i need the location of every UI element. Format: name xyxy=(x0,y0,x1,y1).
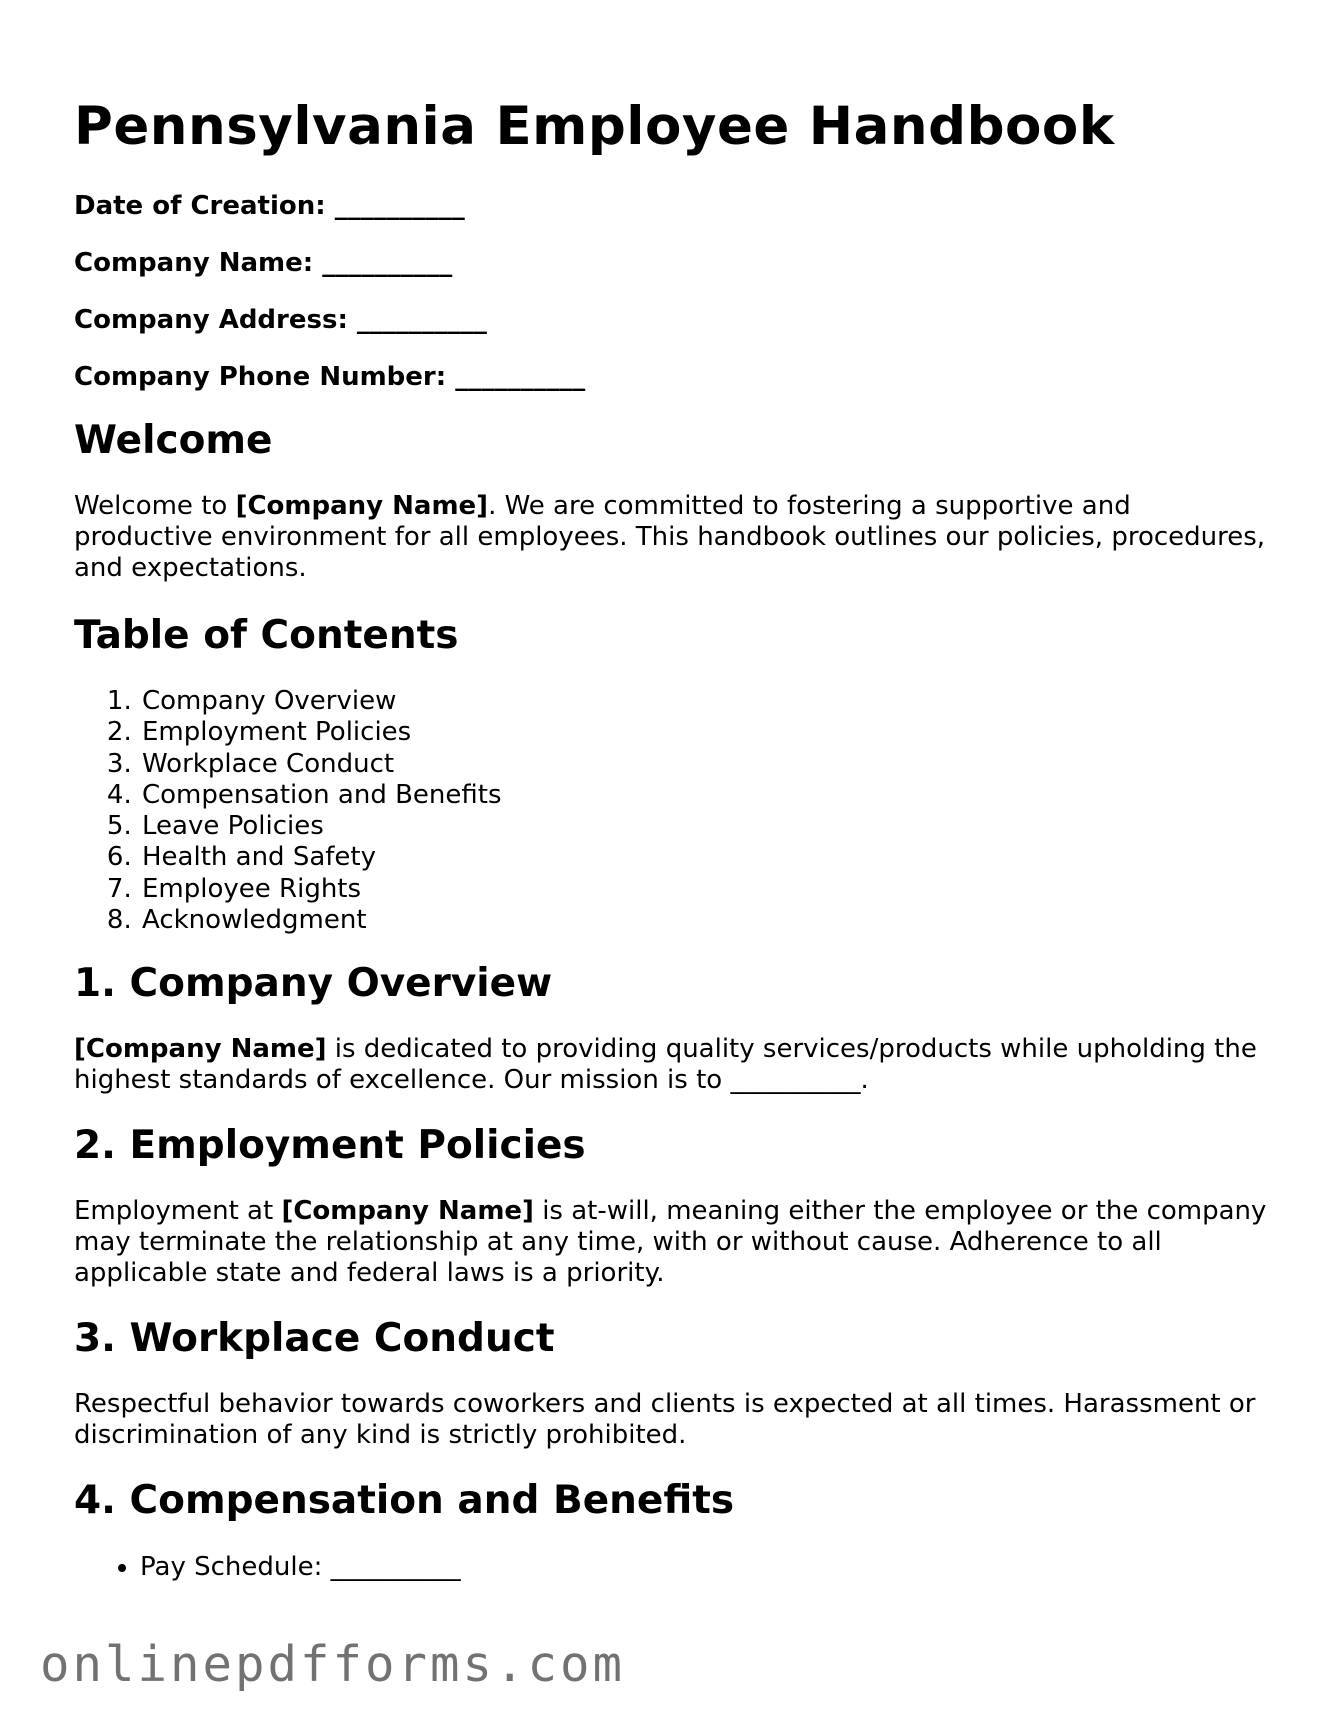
field-label: Company Name: xyxy=(74,248,314,278)
compensation-list xyxy=(74,1552,1274,1583)
toc-item[interactable]: 1. Company Overview xyxy=(140,686,1274,717)
watermark: onlinepdfforms.com xyxy=(40,1636,626,1693)
toc-item[interactable]: 8. Acknowledgment xyxy=(140,905,1274,936)
field-blank[interactable]: __________ xyxy=(334,191,465,221)
toc-item[interactable]: 7. Employee Rights xyxy=(140,874,1274,905)
company-name-placeholder: [Company Name] xyxy=(74,1034,327,1065)
toc-heading: Table of Contents xyxy=(74,613,459,658)
toc-list xyxy=(74,686,1274,936)
section-workplace-conduct-heading: 3. Workplace Conduct xyxy=(74,1316,555,1362)
employment-text-before: Employment at xyxy=(74,1196,282,1227)
employment-text-after: is at-will, meaning either the employee or the company may terminate the relationship at any time, with or without cause. Adherence to all applicable state and federal laws is a priority. xyxy=(74,1196,1267,1289)
field-label: Company Address: xyxy=(74,305,348,335)
company-overview-paragraph xyxy=(74,1034,1274,1096)
date-of-creation-field xyxy=(74,188,1274,224)
field-blank[interactable]: __________ xyxy=(455,362,586,392)
company-address-field xyxy=(74,302,1274,338)
pay-schedule-blank[interactable]: __________ xyxy=(330,1552,461,1583)
company-name-placeholder: [Company Name] xyxy=(281,1196,534,1227)
welcome-text-after: . We are committed to fostering a supportive and productive environment for all employees. This handbook outlines our policies, procedures, and expectations. xyxy=(74,491,1266,583)
welcome-text-before: Welcome to xyxy=(74,491,236,521)
field-blank[interactable]: __________ xyxy=(322,248,453,278)
company-phone-field xyxy=(74,359,1274,395)
toc-item[interactable]: 6. Health and Safety xyxy=(140,842,1274,873)
section-compensation-heading: 4. Compensation and Benefits xyxy=(74,1478,735,1524)
pay-schedule-item xyxy=(140,1552,1274,1583)
company-name-field xyxy=(74,245,1274,281)
toc-item[interactable]: 4. Compensation and Benefits xyxy=(140,780,1274,811)
workplace-conduct-paragraph: Respectful behavior towards coworkers and clients is expected at all times. Harassment or discrimination of any kind is strictly prohibited. xyxy=(74,1389,1256,1451)
company-name-placeholder: [Company Name] xyxy=(235,491,489,521)
toc-item[interactable]: 3. Workplace Conduct xyxy=(140,749,1274,780)
employment-policies-paragraph xyxy=(74,1196,1274,1289)
document-page xyxy=(74,0,1274,1583)
welcome-heading: Welcome xyxy=(74,418,273,463)
document-title: Pennsylvania Employee Handbook xyxy=(74,96,1115,157)
section-company-overview-heading: 1. Company Overview xyxy=(74,961,553,1007)
company-overview-text: is dedicated to providing quality services/products while upholding the highest standards of excellence. Our mission is to __________. xyxy=(74,1034,1257,1096)
toc-item[interactable]: 2. Employment Policies xyxy=(140,717,1274,748)
toc-item[interactable]: 5. Leave Policies xyxy=(140,811,1274,842)
field-blank[interactable]: __________ xyxy=(356,305,487,335)
welcome-paragraph xyxy=(74,491,1274,584)
section-employment-policies-heading: 2. Employment Policies xyxy=(74,1123,586,1169)
field-label: Date of Creation: xyxy=(74,191,326,221)
field-label: Company Phone Number: xyxy=(74,362,447,392)
pay-schedule-label: Pay Schedule: xyxy=(140,1552,323,1583)
